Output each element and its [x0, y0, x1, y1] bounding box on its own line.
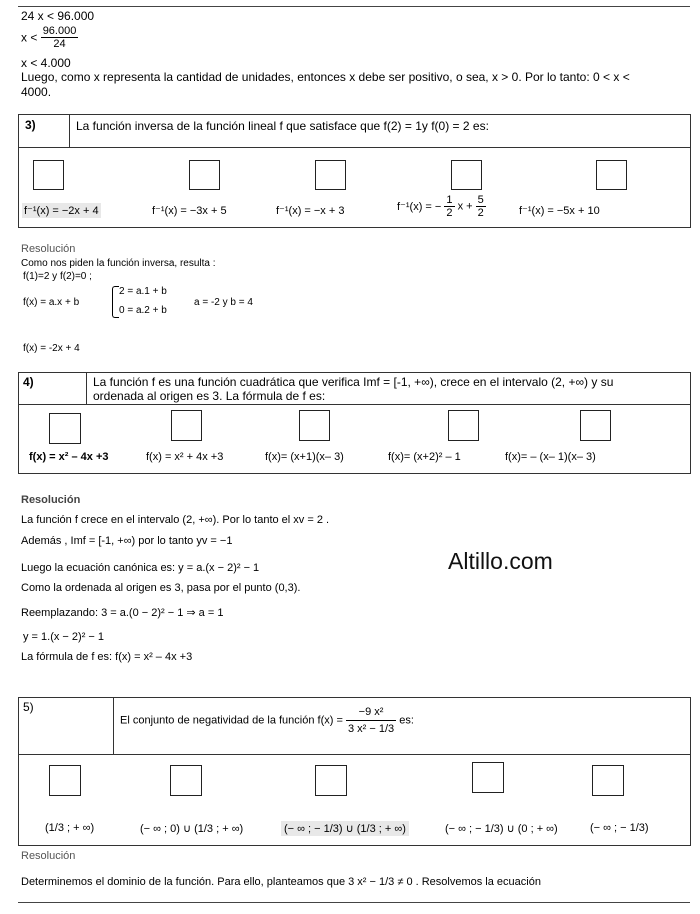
ineq-line-2: [21, 25, 78, 50]
q4-statement-1: La función f es una función cuadrática que verifica Imf = [-1, +∞), crece en el intervalo (2, +∞) y su: [93, 375, 614, 389]
res4-line-3: Luego la ecuación canónica es: y = a.(x − 2)² − 1: [21, 562, 260, 574]
res4-line-1: La función f crece en el intervalo (2, +∞). Por lo tanto el xv = 2 .: [21, 514, 330, 526]
q3-opt4-frac2: [476, 194, 486, 219]
res4-label: Resolución: [21, 494, 81, 506]
q5-number-cell: [18, 697, 114, 755]
res3-system-brace: [112, 286, 119, 318]
res3-values: a = -2 y b = 4: [194, 297, 253, 308]
q3-option-2-label: f⁻¹(x) = −3x + 5: [152, 205, 227, 217]
res3-result: f(x) = -2x + 4: [23, 343, 80, 354]
q4-option-1-label: f(x) = x² – 4x +3: [29, 451, 109, 463]
q5-function-fraction: [346, 704, 396, 737]
q5-number: 5): [23, 700, 34, 714]
q3-option-3-checkbox[interactable]: [315, 160, 346, 190]
ineq-den: 24: [53, 38, 66, 50]
q5-statement-cell: [113, 697, 691, 755]
res3-system-eq-2: 0 = a.2 + b: [119, 305, 167, 316]
q5-statement: [120, 704, 414, 737]
q5-option-4-label: (− ∞ ; − 1/3) ∪ (0 ; + ∞): [445, 823, 558, 835]
q4-option-1-checkbox[interactable]: [49, 413, 81, 444]
q3-opt4-mid: x +: [457, 200, 473, 213]
res3-fx-form: f(x) = a.x + b: [23, 297, 80, 308]
res4-line-4: Como la ordenada al origen es 3, pasa por el punto (0,3).: [21, 582, 301, 594]
q5-option-4-checkbox[interactable]: [472, 762, 504, 793]
q4-option-3-label: f(x)= (x+1)(x– 3): [265, 451, 344, 463]
q5-option-1-checkbox[interactable]: [49, 765, 81, 796]
q5-option-5-checkbox[interactable]: [592, 765, 624, 796]
res4-line-5: Reemplazando: 3 = a.(0 − 2)² − 1 ⇒ a = 1: [21, 607, 224, 619]
q4-number-cell: [18, 372, 87, 405]
q3-opt4-frac1-den: 2: [446, 207, 453, 219]
bottom-rule: [18, 902, 690, 903]
res3-line-2: f(1)=2 y f(2)=0 ;: [23, 271, 92, 282]
res3-line-1: Como nos piden la función inversa, resulta :: [21, 258, 216, 269]
res4-line-6: y = 1.(x − 2)² − 1: [23, 631, 105, 643]
q4-option-5-label: f(x)= – (x– 1)(x– 3): [505, 451, 596, 463]
q5-option-2-label: (− ∞ ; 0) ∪ (1/3 ; + ∞): [140, 823, 244, 835]
q3-option-4-checkbox[interactable]: [451, 160, 482, 190]
q3-opt4-frac2-den: 2: [477, 207, 484, 219]
ineq-num: 96.000: [42, 25, 77, 37]
top-rule: [18, 6, 690, 7]
q4-option-2-checkbox[interactable]: [171, 410, 202, 441]
q4-option-4-label: f(x)= (x+2)² – 1: [388, 451, 461, 463]
q3-option-5-checkbox[interactable]: [596, 160, 627, 190]
q3-option-2-checkbox[interactable]: [189, 160, 220, 190]
res4-line-2: Además , Imf = [-1, +∞) por lo tanto yv = −1: [21, 535, 233, 547]
q5-option-3-checkbox[interactable]: [315, 765, 347, 796]
q3-opt4-frac1-num: 1: [446, 194, 453, 206]
q3-statement-cell: [69, 114, 691, 148]
conclusion-line-1: Luego, como x representa la cantidad de unidades, entonces x debe ser positivo, o sea, x > 0. Por lo tanto: 0 < x <: [21, 70, 630, 84]
q3-opt4-prefix: f⁻¹(x) = −: [397, 201, 442, 213]
q4-statement-2: ordenada al origen es 3. La fórmula de f es:: [93, 389, 326, 403]
res3-system-eq-1: 2 = a.1 + b: [119, 286, 167, 297]
q4-option-4-checkbox[interactable]: [448, 410, 479, 441]
q5-option-1-label: (1/3 ; + ∞): [45, 822, 95, 834]
q4-statement-cell: [86, 372, 691, 405]
ineq-prefix: x <: [21, 30, 38, 45]
ineq-line-3: x < 4.000: [21, 56, 71, 70]
q3-option-1-label: f⁻¹(x) = −2x + 4: [24, 205, 99, 217]
q3-number: 3): [25, 118, 36, 132]
q5-option-3-label: (− ∞ ; − 1/3) ∪ (1/3 ; + ∞): [281, 821, 409, 836]
q5-statement-prefix: El conjunto de negatividad de la función f(x) =: [120, 714, 343, 727]
q4-option-2-label: f(x) = x² + 4x +3: [146, 451, 224, 463]
q4-option-3-checkbox[interactable]: [299, 410, 330, 441]
conclusion-line-2: 4000.: [21, 85, 52, 99]
q3-statement: La función inversa de la función lineal f que satisface que f(2) = 1y f(0) = 2 es:: [76, 119, 489, 133]
res5-label: Resolución: [21, 850, 76, 862]
watermark-text: Altillo.com: [448, 548, 553, 574]
q5-option-2-checkbox[interactable]: [170, 765, 202, 796]
q3-opt4-frac1: [444, 194, 454, 219]
q5-option-5-label: (− ∞ ; − 1/3): [590, 822, 649, 834]
q3-opt4-frac2-num: 5: [477, 194, 484, 206]
q4-number: 4): [23, 375, 34, 389]
ineq-fraction: [41, 25, 79, 50]
q3-option-1-checkbox[interactable]: [33, 160, 64, 190]
q4-option-5-checkbox[interactable]: [580, 410, 611, 441]
q3-option-5-label: f⁻¹(x) = −5x + 10: [519, 205, 600, 217]
ineq-line-1: 24 x < 96.000: [21, 9, 95, 23]
q5-statement-suffix: es:: [399, 714, 414, 727]
q3-option-3-label: f⁻¹(x) = −x + 3: [276, 205, 345, 217]
res5-line-1: Determinemos el dominio de la función. Para ello, planteamos que 3 x² − 1/3 ≠ 0 . Resolvemos la ecuación: [21, 876, 541, 888]
res4-line-7: La fórmula de f es: f(x) = x² – 4x +3: [21, 651, 193, 663]
q3-number-cell: [18, 114, 70, 148]
res3-label: Resolución: [21, 243, 76, 255]
q5-fn-num: −9 x²: [346, 704, 396, 721]
q5-fn-den: 3 x² − 1/3: [347, 723, 395, 735]
q3-option-4-label: [397, 194, 486, 219]
